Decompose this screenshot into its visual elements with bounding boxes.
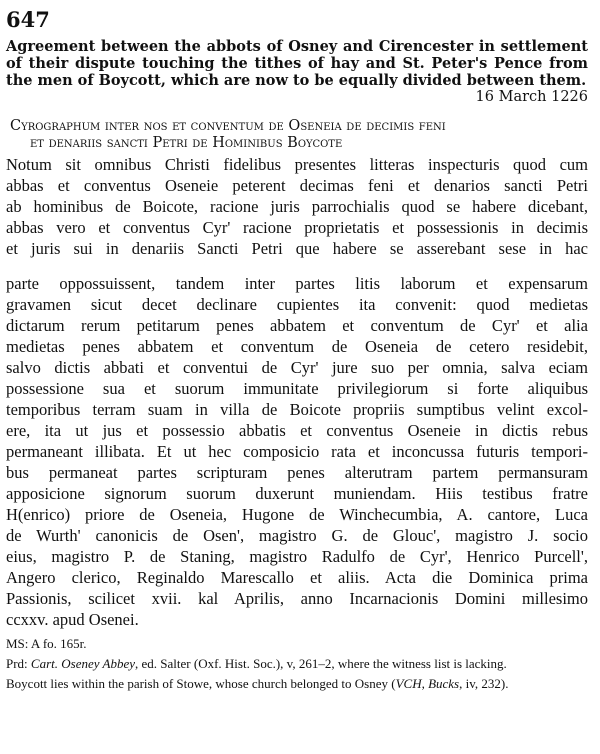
ms-note: MS: A fo. 165r. bbox=[6, 636, 87, 651]
text-line: temporibus terram suam in villa de Boicote propriis sumptibus velint excol- bbox=[6, 400, 588, 419]
text-line: ccxxv. apud Osenei. bbox=[6, 610, 139, 629]
page-gap bbox=[6, 259, 588, 273]
text-line: abbas vero et conventus Cyr' racione proprietatis et possessionis in decimis bbox=[6, 218, 588, 237]
prd-note bbox=[6, 656, 588, 672]
document-summary: Agreement between the abbots of Osney and Cirencester in settlement of their dispute touching the tithes of hay and St. Peter's Pence from the men of Boycott, which are now to be equally divided between them. bbox=[6, 38, 588, 89]
text-line: bus permaneat partes scripturam penes alterutram partem permansuram bbox=[6, 463, 588, 482]
prd-rest: , ed. Salter (Oxf. Hist. Soc.), v, 261–2, where the witness list is lacking. bbox=[135, 656, 507, 671]
text-line: Angero clerico, Reginaldo Marescallo et aliis. Acta die Dominica prima bbox=[6, 568, 588, 587]
location-end: , iv, 232). bbox=[459, 676, 509, 691]
text-line: ab hominibus de Boicote, racione juris parrochialis quod se habere dicebant, bbox=[6, 197, 588, 216]
text-line: Passionis, scilicet xvii. kal Aprilis, anno Incarnacionis Domini millesimo bbox=[6, 589, 588, 608]
text-line: et juris sui in denariis Sancti Petri que habere se asserebant sese in hac bbox=[6, 239, 588, 258]
text-line: gravamen sicut decet declinare cupientes ita convenit: quod medietas bbox=[6, 295, 588, 314]
text-line: parte oppossuissent, tandem inter partes litis laborum et expensarum bbox=[6, 274, 588, 293]
location-text: Boycott lies within the parish of Stowe, whose church belonged to Osney ( bbox=[6, 676, 396, 691]
text-line: abbas et conventus Oseneie peterent decimas feni et denarios sancti Petri bbox=[6, 176, 588, 195]
latin-heading-line1: Cyrographum inter nos et conventum de Oseneia de decimis feni bbox=[10, 118, 446, 134]
text-line: de Wurth' canonicis de Osen', magistro G. de Glouc', magistro J. socio bbox=[6, 526, 588, 545]
text-line: salvo dictis abbati et conventui de Cyr' jure suo per omnia, salva eciam bbox=[6, 358, 588, 377]
text-line: H(enrico) priore de Oseneia, Hugone de Winchecumbia, A. cantore, Luca bbox=[6, 505, 588, 524]
latin-text-part1 bbox=[6, 154, 588, 259]
latin-heading-line2: et denariis sancti Petri de Hominibus Boycote bbox=[30, 135, 343, 151]
latin-text-part2 bbox=[6, 273, 588, 630]
prd-title: Cart. Oseney Abbey bbox=[30, 656, 136, 671]
prd-prefix: Prd: bbox=[6, 656, 31, 671]
text-line: permaneant illibata. Et ut hec composicio rata et inconcussa futuris tempori- bbox=[6, 442, 588, 461]
text-line: apposicione signorum suorum duxerunt muniendam. Hiis testibus fratre bbox=[6, 484, 588, 503]
text-line: dictarum rerum petitarum penes abbatem et conventum de Cyr' et alia bbox=[6, 316, 588, 335]
text-line: medietas penes abbatem et conventum de Oseneia de cetero residebit, bbox=[6, 337, 588, 356]
location-ref: VCH, Bucks bbox=[395, 676, 460, 691]
notes bbox=[6, 636, 588, 692]
text-line: eius, magistro P. de Staning, magistro Radulfo de Cyr', Henrico Purcell', bbox=[6, 547, 588, 566]
text-line: Notum sit omnibus Christi fidelibus presentes litteras inspecturis quod cum bbox=[6, 155, 588, 174]
location-note bbox=[6, 676, 588, 692]
text-line: possessione sua et suorum immunitate privilegiorum si forte aliquibus bbox=[6, 379, 588, 398]
latin-heading bbox=[6, 118, 588, 152]
text-line: ere, ita ut jus et possessio abbatis et conventus Oseneie in dictis rebus bbox=[6, 421, 588, 440]
document-number: 647 bbox=[6, 7, 50, 32]
document-date: 16 March 1226 bbox=[475, 89, 588, 105]
